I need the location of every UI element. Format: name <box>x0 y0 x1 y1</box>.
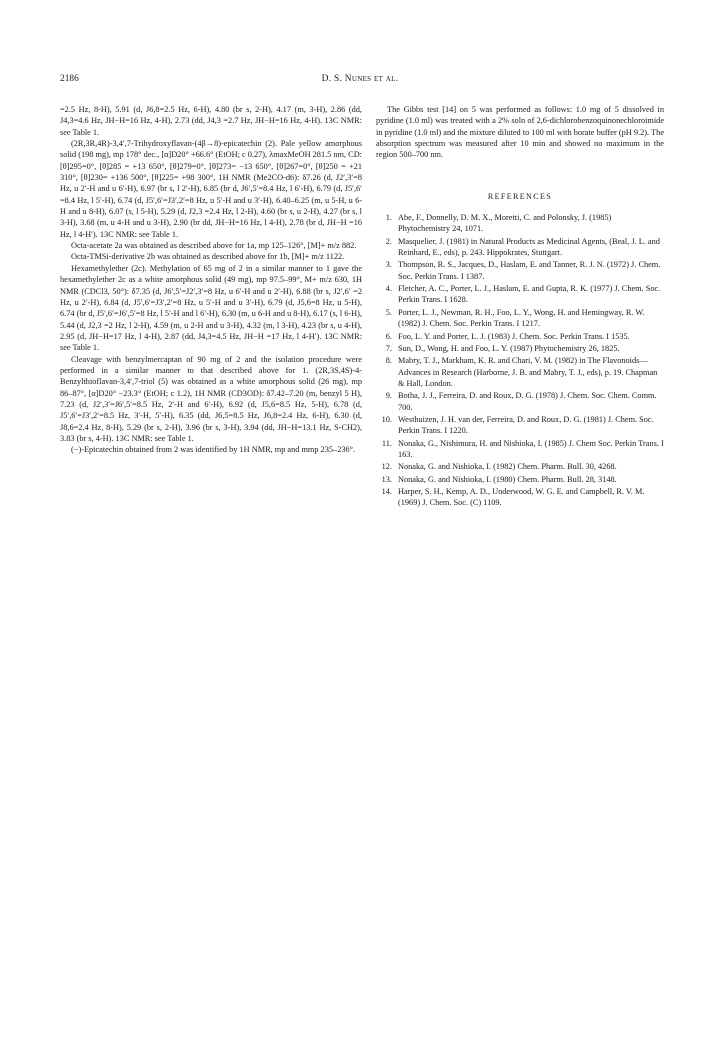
reference-item <box>376 343 664 354</box>
reference-number: 9. <box>385 391 392 401</box>
reference-text: Westhuizen, J. H. van der, Ferreira, D. and Roux, D. G. (1981) J. Chem. Soc. Perkin Trans. I 1220. <box>398 414 654 436</box>
right-column <box>376 104 664 510</box>
reference-text: Nonaka, G., Nishimura, H. and Nishioka, I. (1985) J. Chem Soc. Perkin Trans. I 163. <box>398 438 664 459</box>
reference-item <box>376 438 664 461</box>
left-column <box>60 104 362 456</box>
reference-item <box>376 390 664 413</box>
experimental-paragraph-1: =2.5 Hz, 8-H), 5.91 (d, J6,8=2.5 Hz, 6-H), 4.80 (br s, 2-H), 4.17 (m, 3-H), 2.86 (dd, J4,3=4.6 Hz, JH−H=16 Hz, 4-H), 2.73 (dd, J4,3 =2.7 Hz, JH−H=16 Hz, 4-H). 13C NMR: see Table 1. <box>60 105 362 137</box>
reference-item <box>376 486 664 509</box>
experimental-paragraph-6: Cleavage with benzylmercaptan of 90 mg of 2 and the isolation procedure were performed in a similar manner to that described above for 1. (2R,3S,4S)-4-Benzylthioflavan-3,4′,7-triol (5) was obtained as a white amorphous solid (26 mg), mp 86–87°, [α]D20° −23.3° (EtOH; c 1.2), 1H NMR (CD3OD): δ7.42–7.20 (m, benzyl 5 H), 7.23 (d, J2′,3′=J6′,5′=8.5 Hz, 2′-H and 6′-H), 6.92 (d, J5,6=8.5 Hz, 5-H), 6.78 (d, J5′,6′=J3′,2′=8.5 Hz, 3′-H, 5′-H), 6.35 (dd, J6,5=8.5 Hz, J6,8=2.4 Hz, 6-H), 6.30 (d, J8,6=2.4 Hz, 8-H), 5.29 (br s, 2-H), 3.96 (br s, 3-H), 3.94 (dd, JH−H=13.1 Hz, S-CH2), 3.83 (br s, 4-H). 13C NMR: see Table 1. <box>60 354 362 443</box>
reference-text: Nonaka, G. and Nishioka, I. (1980) Chem. Pharm. Bull. 28, 3148. <box>398 474 617 484</box>
reference-text: Thompson, R. S., Jacques, D., Haslam, E. and Tanner, R. J. N. (1972) J. Chem. Soc. Perkin Trans. I 1387. <box>398 260 661 281</box>
reference-number: 4. <box>385 284 392 294</box>
reference-item <box>376 259 664 282</box>
reference-number: 14. <box>381 486 392 496</box>
reference-item <box>376 307 664 330</box>
reference-number: 2. <box>385 236 392 246</box>
experimental-paragraph-5: Hexamethylether (2c). Methylation of 65 mg of 2 in a similar manner to 1 gave the hexamethylether 2c as a white amorphous solid (49 mg), mp 97.5–99°, M+ m/z 630, 1H NMR (CDCl3, 50°): δ7.35 (d, J6′,5′=J2′,3′=8 Hz, u 6′-H and u 2′-H), 6.88 (br s, J2′,6′ =2 Hz, u 2′-H), 6.84 (d, J5′,6′=J3′,2′=8 Hz, u 5′-H and u 3′-H), 6.79 (d, J5,6=8 Hz, u 5-H), 6.74 (br d, J5′,6′=J6′,5′=8 Hz, l 5′-H and l 6′-H), 6.30 (m, u 6-H and u 8-H), 6.17 (s, l 6-H), 5.44 (d, J2,3 =2 Hz, l 2-H), 4.59 (m, u 2-H and u 3-H), 4.32 (m, l 3-H), 4.23 (br s, u 4-H), 2.95 (d, JH−H=17 Hz, l 4-H), 2.87 (dd, J4,3=4.5 Hz, JH−H =17 Hz, l 4-H′). 13C NMR: see Table 1. <box>60 263 362 353</box>
running-head <box>60 72 660 86</box>
reference-item <box>376 461 664 472</box>
experimental-paragraph-2: (2R,3R,4R)-3,4′,7-Trihydroxyflavan-(4β→8)-epicatechin (2). Pale yellow amorphous solid (198 mg), mp 178° dec., [α]D20° +66.6° (EtOH; c 0.27), λmaxMeOH 281.5 nm, CD: [θ]295=0°, [θ]285 = +13 650°, [θ]279=0°, [θ]273= −13 650°, [θ]267=0°, [θ]250 = +21 310°, [θ]230= +136 500°, [θ]225= +98 300°, 1H NMR (Me2CO-d6): δ7.26 (d, J2′,3′=8 Hz, u 2′-H and u 6′-H), 6.97 (br s, l 2′-H), 6.85 (br d, J6′,5′=8.4 Hz, l 6′-H), 6.79 (d, J5′,6′ =8.4 Hz, l 5′-H), 6.74 (d, J5′,6′=J3′,2′=8 Hz, u 5′-H and u 3′-H), 6.40–6.25 (m, u 5-H, u 6-H and u 8-H), 6.07 (s, l 5-H), 5.29 (d, J2,3 =2.4 Hz, l 2-H), 4.60 (br s, u 2-H), 4.27 (br s, l 3-H), 3.68 (m, u 4-H and u 3-H), 2.90 (br dd, JH−H=16 Hz, l 4-H), 2.78 (br d, JH−H =16 Hz, l 4-H′). 13C NMR: see Table 1. <box>60 139 362 239</box>
reference-text: Nonaka, G. and Nishioka, I. (1982) Chem. Pharm. Bull. 30, 4268. <box>398 462 617 472</box>
references-heading: REFERENCES <box>487 191 553 201</box>
reference-item <box>376 414 664 437</box>
reference-item <box>376 355 664 389</box>
experimental-paragraph-7: (−)-Epicatechin obtained from 2 was identified by 1H NMR, mp and mmp 235–236°. <box>71 445 356 455</box>
page-number: 2186 <box>60 74 79 84</box>
reference-number: 10. <box>381 414 392 424</box>
reference-text: Abe, F., Donnelly, D. M. X., Moretti, C. and Polonsky, J. (1985) Phytochemistry 24, 1071. <box>398 213 612 234</box>
experimental-paragraph-4: Octa-TMSi-derivative 2b was obtained as described above for 1b, [M]+ m/z 1122. <box>71 252 345 262</box>
reference-number: 6. <box>385 331 392 341</box>
reference-text: Sun, D., Wong, H. and Foo, L. Y. (1987) Phytochemistry 26, 1825. <box>398 343 620 353</box>
reference-item <box>376 331 664 342</box>
reference-item <box>376 474 664 485</box>
reference-number: 1. <box>385 213 392 223</box>
reference-text: Mabry, T. J., Markham, K. R. and Chari, V. M. (1982) in The Flavonoids—Advances in Research (Harborne, J. B. and Mabry, T. J., eds), p. 19. Chapman & Hall, London. <box>398 356 658 388</box>
reference-text: Porter, L. J., Newman, R. H., Foo, L. Y., Wong, H. and Hemingway, R. W. (1982) J. Chem. Soc. Perkin Trans. I 1217. <box>398 307 645 329</box>
reference-text: Fletcher, A. C., Porter, L. J., Haslam, E. and Gupta, R. K. (1977) J. Chem. Soc. Perkin Trans. I 1628. <box>398 284 661 305</box>
gibbs-test-paragraph: The Gibbs test [14] on 5 was performed as follows: 1.0 mg of 5 dissolved in pyridine (1.0 ml) was treated with a 2% soln of 2,6-dichlorobenzoquinonechloroimide in pyridine (1.0 ml) and the mixture diluted to 100 ml with borate buffer (pH 9.2). The absorption spectrum was measured after 10 min and showed no maximum in the region 500–700 nm. <box>376 105 664 160</box>
reference-text: Masquelier, J. (1981) in Natural Products as Medicinal Agents, (Beal, J. L. and Reinhard, E., eds), p. 243. Hippokrates, Stuttgart. <box>398 236 660 258</box>
reference-number: 7. <box>385 343 392 353</box>
reference-number: 13. <box>381 474 392 484</box>
references-list <box>376 212 664 509</box>
reference-item <box>376 283 664 306</box>
reference-text: Foo, L. Y. and Porter, L. J. (1983) J. Chem. Soc. Perkin Trans. I 1535. <box>398 331 630 341</box>
reference-number: 3. <box>385 260 392 270</box>
reference-text: Harper, S. H., Kemp, A. D., Underwood, W. G. E. and Campbell, R. V. M. (1969) J. Chem. Soc. (C) 1109. <box>398 486 645 508</box>
reference-number: 11. <box>381 438 392 448</box>
experimental-paragraph-3: Octa-acetate 2a was obtained as described above for 1a, mp 125–126°, [M]+ m/z 882. <box>71 241 357 251</box>
reference-number: 5. <box>385 307 392 317</box>
reference-item <box>376 236 664 259</box>
reference-item <box>376 212 664 235</box>
running-head-authors: D. S. Nunes et al. <box>321 74 399 84</box>
reference-number: 8. <box>385 356 392 366</box>
reference-number: 12. <box>381 462 392 472</box>
reference-text: Botha, J. J., Ferreira, D. and Roux, D. G. (1978) J. Chem. Soc. Chem. Comm. 700. <box>398 391 657 412</box>
